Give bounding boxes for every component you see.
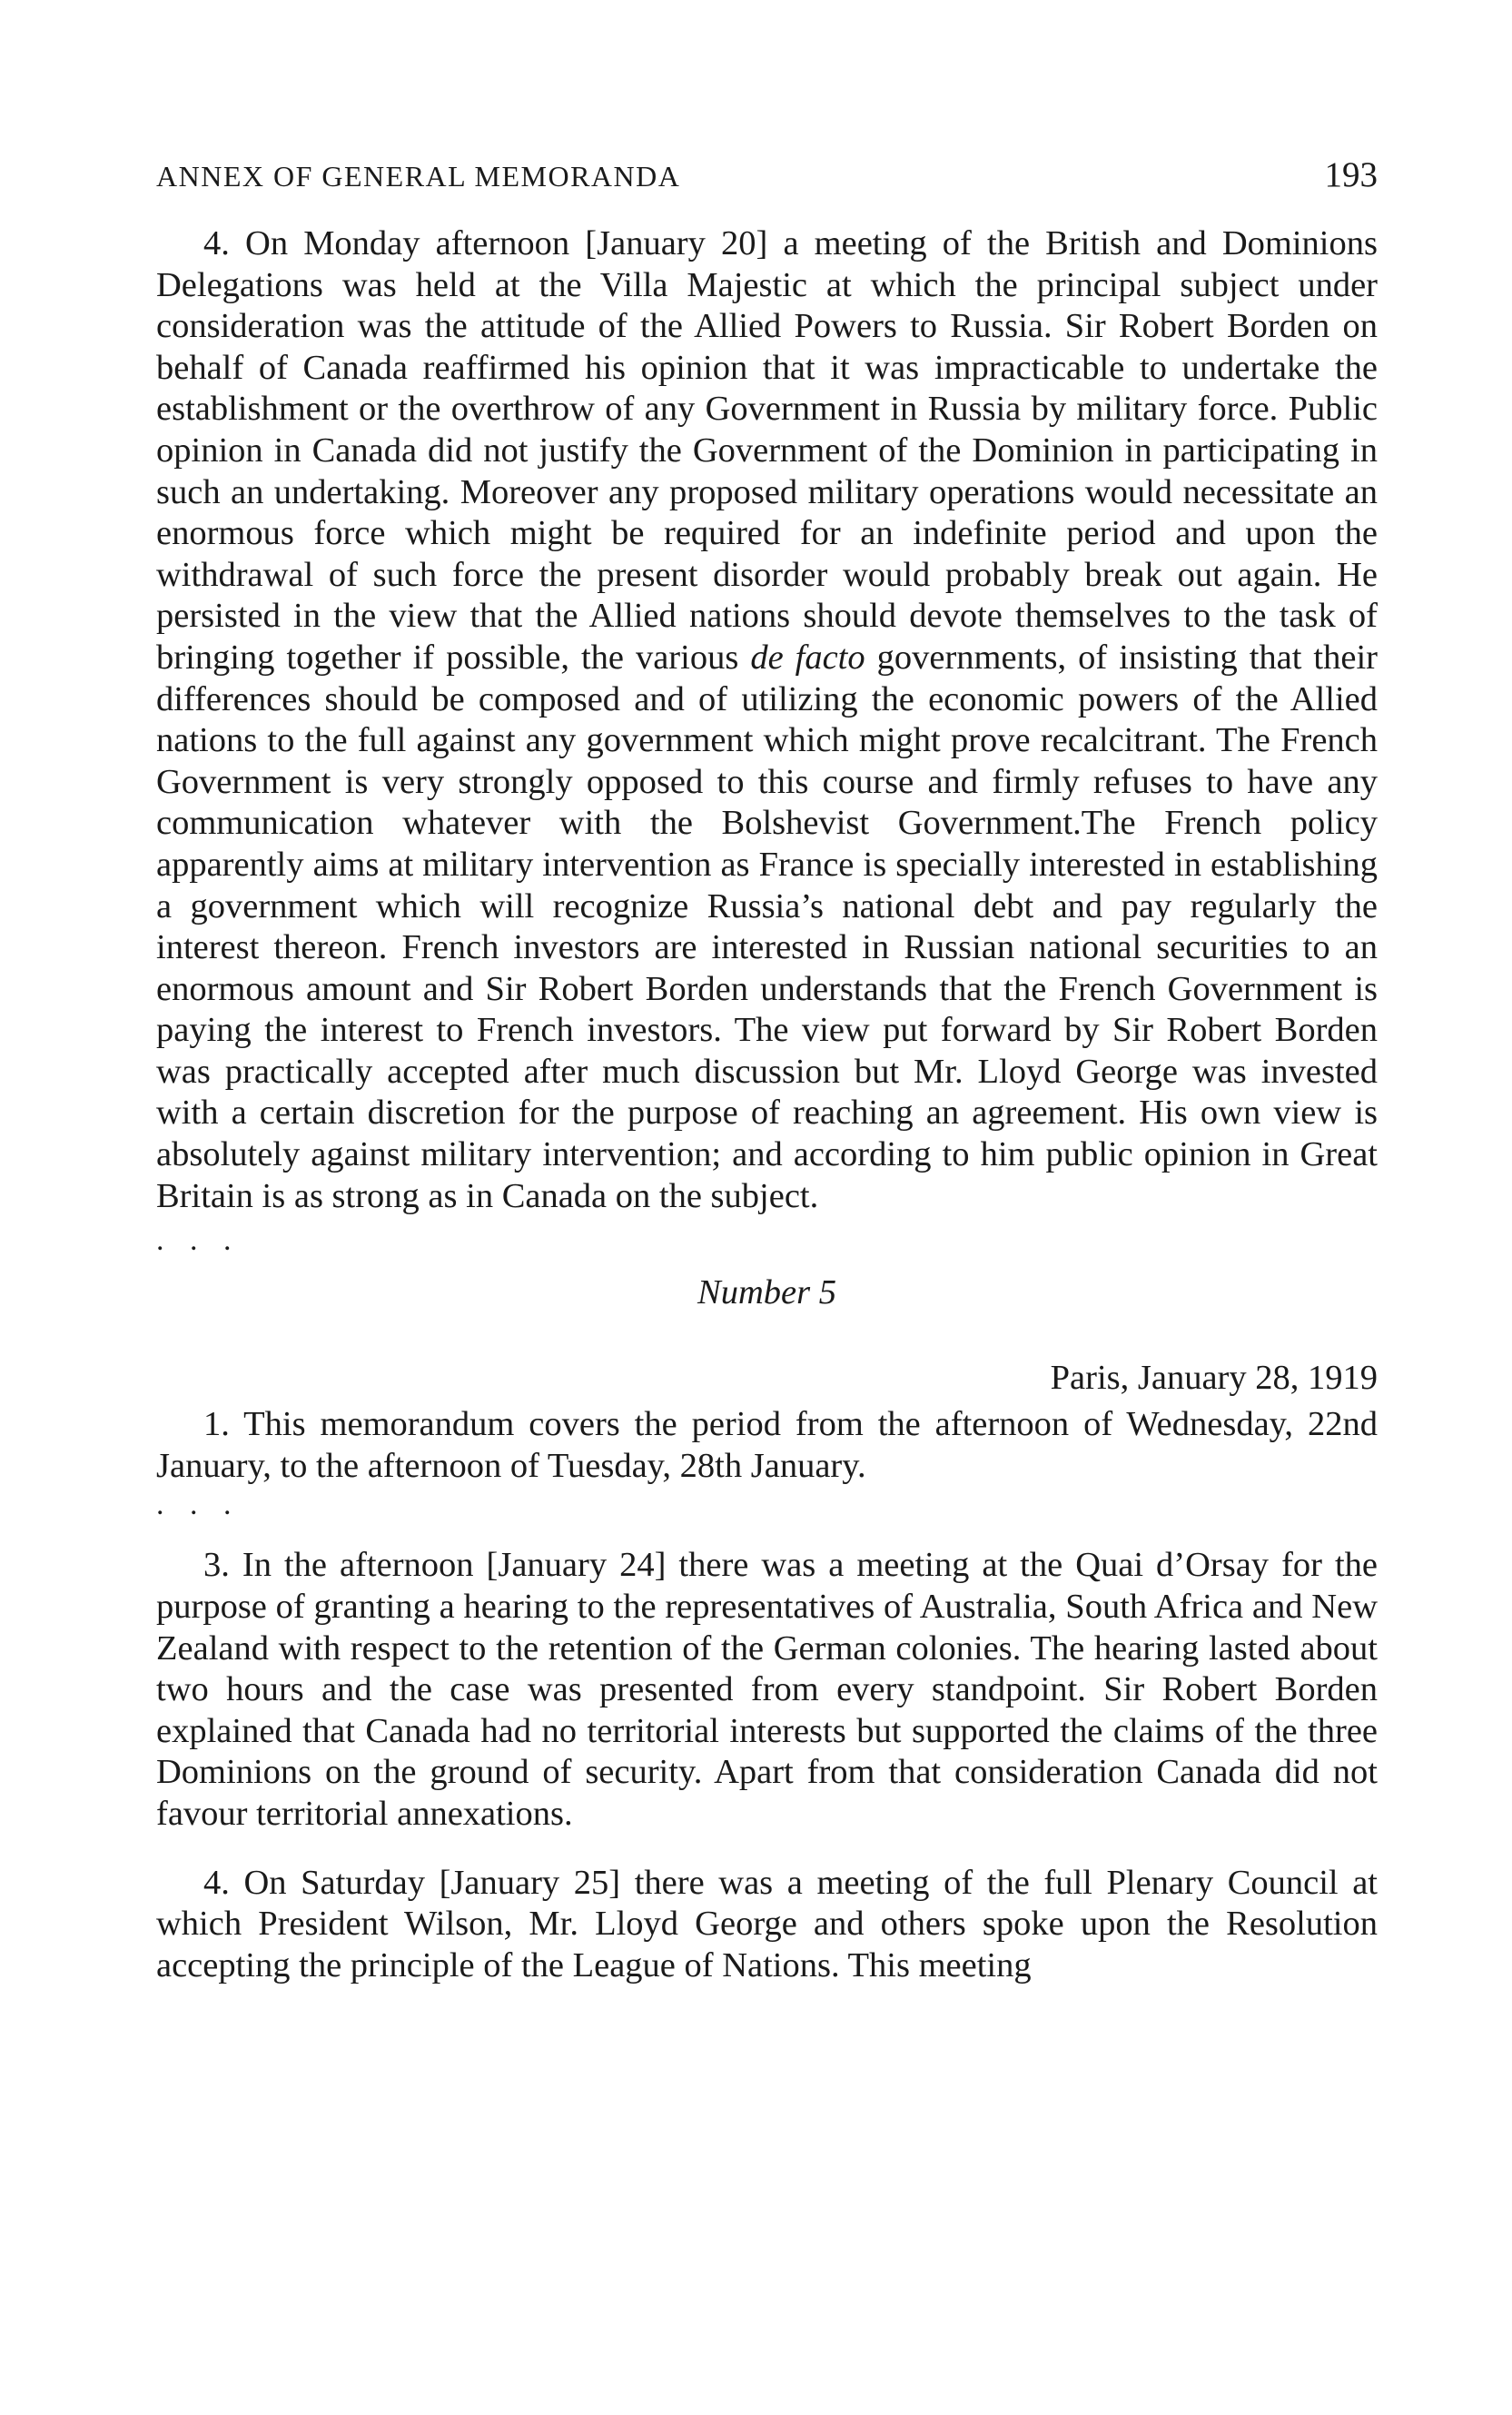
ellipsis-omission: . . . bbox=[156, 1488, 241, 1522]
dateline: Paris, January 28, 1919 bbox=[1050, 1359, 1378, 1398]
paragraph-text: 4. On Monday afternoon [January 20] a meeting of the British and Dominions Delegations was held at the Villa Majestic at which the principal subject under consideration was the attitude of the Allied Powers to Russia. Sir Robert Borden on behalf of Canada reaffirmed his opinion that it was impracticable to undertake the establishment or the overthrow of any Government in Russia by military force. Public opinion in Canada did not justify the Government of the Dominion in participating in such an undertaking. Moreover any proposed military operations would necessitate an enormous force which might be required for an indefinite period and upon the withdrawal of such force the present disorder would probably break out again. He persisted in the view that the Allied nations should devote themselves to the task of bringing together if possible, the various bbox=[156, 224, 1378, 677]
paragraph-monday-meeting bbox=[156, 223, 1378, 1217]
running-header bbox=[156, 154, 1378, 209]
page-number: 193 bbox=[1324, 155, 1378, 194]
italic-phrase: de facto bbox=[750, 638, 865, 677]
paragraph-quai-dorsay-meeting: 3. In the afternoon [January 24] there was a meeting at the Quai d’Orsay for the purpose of granting a hearing to the representatives of Australia, South Africa and New Zealand with respect to the retention of the German colonies. The hearing lasted about two hours and the case was presented from every standpoint. Sir Robert Borden explained that Canada had no territorial interests but supported the claims of the three Dominions on the ground of security. Apart from that consideration Canada did not favour territorial annexations. bbox=[156, 1546, 1378, 1833]
ellipsis-omission: . . . bbox=[156, 1223, 241, 1258]
paragraph-text: governments, of insisting that their differences should be composed and of utilizing the economic powers of the Allied nations to the full against any government which might prove recalcitrant. The French Government is very strongly opposed to this course and firmly refuses to have any communication whatever with the Bolshevist Government.The French policy apparently aims at military intervention as France is specially interested in establishing a government which will recognize Russia’s national debt and pay regularly the interest thereon. French investors are interested in Russian national securities to an enormous amount and Sir Robert Borden understands that the French Government is paying the interest to French investors. The view put forward by Sir Robert Borden was practically accepted after much discussion but Mr. Lloyd George was invested with a certain discretion for the purpose of reaching an agreement. His own view is absolutely against military intervention; and according to him public opinion in Great Britain is as strong as in Canada on the subject. bbox=[156, 638, 1378, 1215]
section-heading: Number 5 bbox=[697, 1273, 836, 1312]
document-page bbox=[156, 154, 1378, 1986]
paragraph-period-covered: 1. This memorandum covers the period from the afternoon of Wednesday, 22nd January, to the afternoon of Tuesday, 28th January. bbox=[156, 1405, 1378, 1485]
paragraph-plenary-council: 4. On Saturday [January 25] there was a meeting of the full Plenary Council at which President Wilson, Mr. Lloyd George and others spoke upon the Resolution accepting the principle of the League of Nations. This meeting bbox=[156, 1863, 1378, 1984]
running-title: ANNEX OF GENERAL MEMORANDA bbox=[156, 160, 681, 193]
